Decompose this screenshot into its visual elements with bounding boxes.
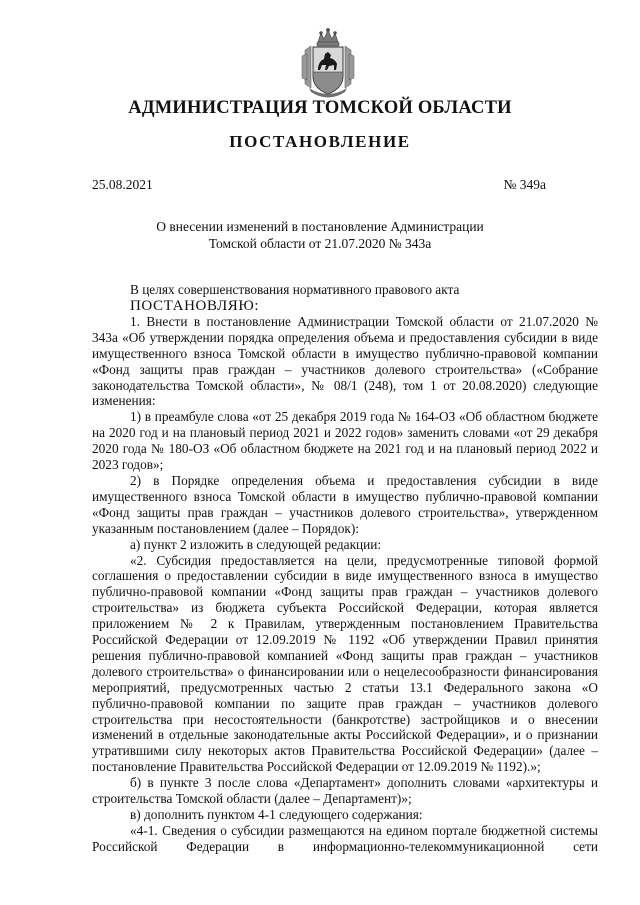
body-paragraph: «2. Субсидия предоставляется на цели, предусмотренные типовой формой соглашения о предоставлении субсидии в виде имущественного взноса в имущество публично-правовой компании «Фонд защиты прав граждан – участников долевого строительства» из бюджета субъекта Российской Федерации, которая является приложением № 2 к Правилам, утвержденным постановлением Правительства Российской Федерации от 12.09.2019 № 1192 «Об утверждении Правил принятия решения публично-правовой компанией «Фонд защиты прав граждан – участников долевого строительства» о финансировании или о нецелесообразности финансирования мероприятий, предусмотренных частью 2 статьи 13.1 Федерального закона «О публично-правовой компании по защите прав граждан – участников долевого строительства при несостоятельности (банкротстве) застройщиков и о внесении изменений в отдельные законодательные акты Российской Федерации», и о признании утратившими силу некоторых актов Правительства Российской Федерации» (далее – постановление Правительства Российской Федерации от 12.09.2019 № 1192).»; [92, 552, 598, 775]
subject-line: Томской области от 21.07.2020 № 343а [208, 236, 432, 251]
body-paragraph: 2) в Порядке определения объема и предоставления субсидии в виде имущественного взноса Томской области в имущество публично-правовой компании «Фонд защиты прав граждан – участников долевого строительства», утвержденном указанным постановлением (далее – Порядок): [92, 472, 598, 536]
body-paragraph: в) дополнить пунктом 4-1 следующего содержания: [130, 807, 423, 822]
body-paragraph: б) в пункте 3 после слова «Департамент» дополнить словами «архитектуры и строительства Томской области (далее – Департамент)»; [92, 775, 598, 807]
body-paragraph: «4-1. Сведения о субсидии размещаются на едином портале бюджетной системы Российской Федерации в информационно-телекоммуникационной сети [92, 822, 598, 854]
document-number: № 349а [503, 177, 546, 192]
document-body [92, 282, 598, 855]
subject-line: О внесении изменений в постановление Администрации [156, 219, 484, 234]
document-subject [0, 218, 640, 252]
organization-title: АДМИНИСТРАЦИЯ ТОМСКОЙ ОБЛАСТИ [128, 98, 512, 118]
body-paragraph: а) пункт 2 изложить в следующей редакции: [130, 536, 382, 552]
document-date: 25.08.2021 [92, 177, 153, 192]
resolve-heading: ПОСТАНОВЛЯЮ: [130, 297, 260, 314]
body-paragraph: 1. Внести в постановление Администрации Томской области от 21.07.2020 № 343а «Об утверждении порядка определения объема и предоставления субсидии в виде имущественного взноса Томской области в имущество публично-правовой компании «Фонд защиты прав граждан – участников долевого строительства» («Собрание законодательства Томской области», № 08/1 (248), том 1 от 20.08.2020) следующие изменения: [92, 313, 598, 409]
preamble-paragraph: В целях совершенствования нормативного правового акта [130, 282, 460, 297]
body-paragraph: 1) в преамбуле слова «от 25 декабря 2019 года № 164-ОЗ «Об областном бюджете на 2020 год и на плановый период 2021 и 2022 годов» заменить словами «от 29 декабря 2020 года № 180-ОЗ «Об областном бюджете на 2021 год и на плановый период 2022 и 2023 годов»; [92, 409, 598, 473]
document-type-heading: ПОСТАНОВЛЕНИЕ [229, 132, 411, 151]
tomsk-region-coat-of-arms-icon [299, 28, 357, 98]
